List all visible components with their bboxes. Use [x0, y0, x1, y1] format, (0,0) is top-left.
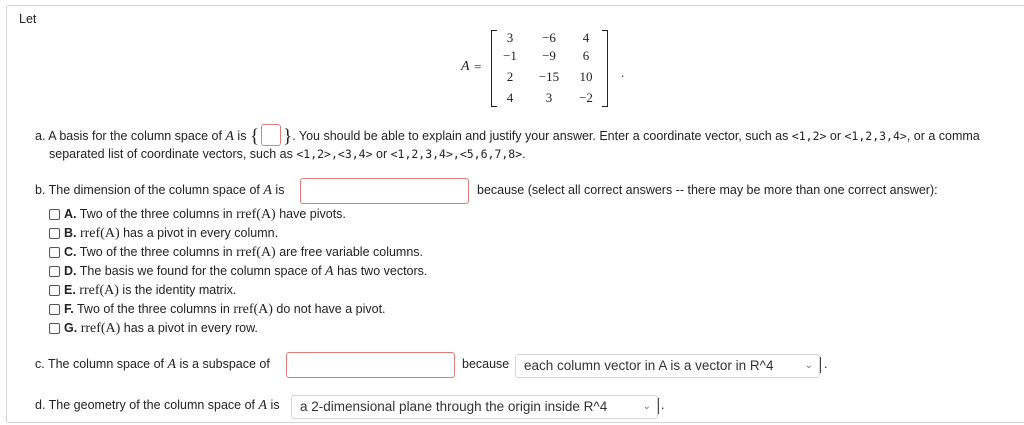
matrix-cell: −6 [542, 30, 556, 45]
matrix-cell: 3 [506, 30, 514, 45]
matrix-cell: −15 [538, 69, 560, 84]
option-c-label[interactable] [64, 245, 423, 261]
example-vector: <1,2,3,4> [844, 129, 907, 143]
matrix-cell: −9 [542, 48, 556, 63]
option-letter: G. [64, 321, 78, 335]
option-math: rref(A) [233, 302, 273, 317]
part-a-after: . You should be able to explain and justify your answer. Enter a coordinate vector, such as [292, 129, 792, 143]
geometry-select[interactable] [291, 395, 658, 419]
matrix-cell: 3 [545, 90, 553, 105]
option-b-checkbox[interactable] [49, 228, 60, 239]
option-math: A [325, 264, 334, 279]
reason-select-value: each column vector in A is a vector in R^4 [524, 358, 774, 373]
part-c-var: A [167, 357, 177, 372]
part-a-tail: , or a comma [906, 129, 980, 143]
part-a-or: or [826, 129, 845, 143]
matrix-cell: 6 [582, 48, 590, 63]
chevron-down-icon: ⌄ [804, 360, 813, 371]
option-math: rref(A) [236, 245, 276, 260]
dimension-input[interactable] [300, 178, 469, 204]
part-c-mid: is a subspace of [176, 357, 270, 371]
option-text: do not have a pivot. [272, 302, 386, 316]
part-d-var: A [258, 398, 268, 413]
example-vector-list: <1,2,3,4>,<5,6,7,8> [390, 147, 523, 161]
subspace-input[interactable] [286, 352, 455, 378]
matrix-equals: = [474, 59, 482, 74]
part-a-or: or [372, 147, 391, 161]
part-c-label [35, 357, 270, 373]
option-letter: D. [64, 264, 77, 278]
option-text: is the identity matrix. [118, 283, 237, 297]
text-cursor [820, 357, 821, 373]
part-a-line2 [49, 147, 526, 161]
option-letter: A. [64, 207, 77, 221]
matrix-cell: 10 [579, 69, 593, 84]
option-e-checkbox[interactable] [49, 285, 60, 296]
option-text: are free variable columns. [275, 245, 424, 259]
matrix-cell: −1 [503, 48, 517, 63]
reason-select[interactable] [515, 354, 820, 378]
part-c-prefix: c. The column space of [35, 357, 168, 371]
option-math: rref(A) [80, 321, 121, 336]
option-text: The basis we found for the column space of [76, 264, 326, 278]
option-g-checkbox[interactable] [49, 323, 60, 334]
option-math: rref(A) [79, 283, 119, 298]
option-math: rref(A) [236, 207, 276, 222]
matrix-name: A [461, 59, 470, 74]
part-b-because: because (select all correct answers -- there may be more than one correct answer): [477, 183, 938, 197]
chevron-down-icon: ⌄ [642, 401, 651, 412]
option-math: rref(A) [79, 226, 120, 241]
option-d-label[interactable] [64, 264, 427, 280]
intro-text: Let [19, 12, 37, 26]
option-letter: C. [64, 245, 77, 259]
option-f-label[interactable] [64, 302, 386, 318]
option-text: has a pivot in every row. [120, 321, 258, 335]
example-vector-list: <1,2>,<3,4> [296, 147, 373, 161]
option-text: Two of the three columns in [76, 207, 237, 221]
part-a-is: is [233, 129, 250, 143]
option-text: has a pivot in every column. [119, 226, 279, 240]
option-b-label[interactable] [64, 226, 278, 242]
option-text: have pivots. [275, 207, 346, 221]
option-c-checkbox[interactable] [49, 247, 60, 258]
part-d-end: . [661, 398, 665, 412]
option-a-checkbox[interactable] [49, 209, 60, 220]
part-b-label [35, 183, 284, 199]
part-a-brace-close: } [283, 126, 293, 147]
matrix-cell: 4 [582, 30, 590, 45]
part-a-prefix: a. A basis for the column space of [35, 129, 226, 143]
option-letter: B. [64, 226, 77, 240]
part-b-var: A [263, 183, 272, 198]
matrix-cell: 4 [506, 90, 514, 105]
matrix-cell: 2 [506, 69, 514, 84]
part-d-mid: is [267, 398, 280, 412]
option-text: Two of the three columns in [73, 302, 234, 316]
part-b-prefix: b. The dimension of the column space of [35, 183, 264, 197]
matrix-cell: −2 [579, 90, 593, 105]
part-a-line2-end: . [522, 147, 526, 161]
geometry-select-value: a 2-dimensional plane through the origin inside R^4 [300, 399, 608, 414]
matrix-period: . [621, 65, 625, 80]
option-a-label[interactable] [64, 207, 346, 223]
part-b-is: is [271, 183, 285, 197]
option-letter: F. [64, 302, 74, 316]
text-cursor [658, 398, 659, 414]
part-a-var: A [225, 129, 234, 144]
part-c-because: because [462, 357, 510, 371]
option-g-label[interactable] [64, 321, 258, 337]
part-a-line1 [35, 124, 980, 147]
part-d-label [35, 398, 280, 414]
option-text: has two vectors. [333, 264, 428, 278]
matrix-a [461, 25, 631, 111]
option-f-checkbox[interactable] [49, 304, 60, 315]
option-e-label[interactable] [64, 283, 236, 299]
option-letter: E. [64, 283, 76, 297]
option-d-checkbox[interactable] [49, 266, 60, 277]
example-vector: <1,2> [791, 129, 827, 143]
part-d-prefix: d. The geometry of the column space of [35, 398, 259, 412]
part-a-line2-prefix: separated list of coordinate vectors, such as [49, 147, 297, 161]
part-a-brace-open: { [249, 126, 260, 147]
part-c-end: . [824, 357, 828, 371]
basis-input[interactable] [261, 124, 281, 146]
option-text: Two of the three columns in [76, 245, 237, 259]
